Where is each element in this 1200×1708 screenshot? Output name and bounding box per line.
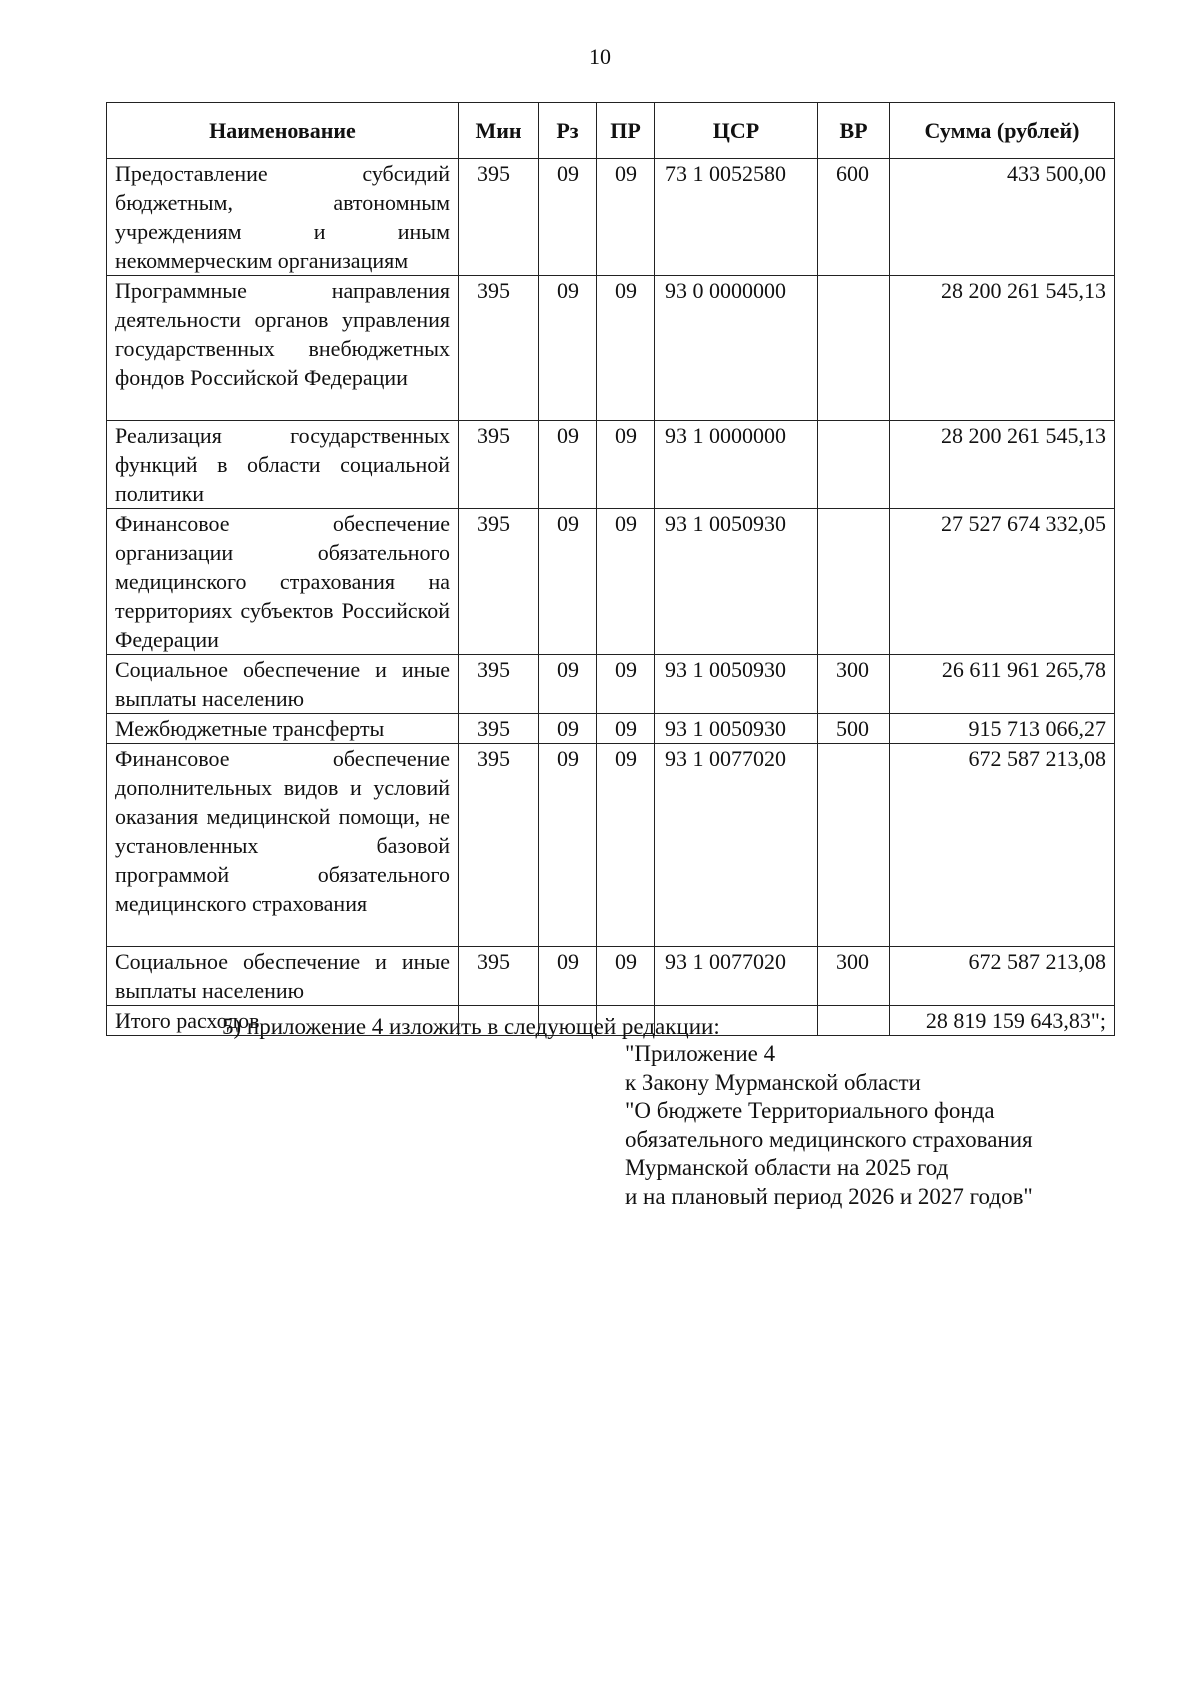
row-pr: 09 bbox=[597, 655, 655, 714]
row-vr: 300 bbox=[818, 947, 890, 1006]
table-row bbox=[107, 421, 1115, 509]
row-name: Финансовое обеспечение организации обязательного медицинского страхования на территориях субъектов Российской Федерации bbox=[107, 509, 459, 655]
appendix-line: обязательного медицинского страхования bbox=[625, 1126, 1033, 1152]
table-row bbox=[107, 655, 1115, 714]
row-name: Реализация государственных функций в области социальной политики bbox=[107, 421, 459, 509]
row-vr bbox=[818, 276, 890, 421]
row-csr: 93 1 0000000 bbox=[655, 421, 818, 509]
table-row bbox=[107, 276, 1115, 421]
row-rz: 09 bbox=[539, 714, 597, 744]
header-pr: ПР bbox=[597, 103, 655, 159]
row-min: 395 bbox=[459, 655, 539, 714]
header-min: Мин bbox=[459, 103, 539, 159]
total-label: Итого расходов bbox=[107, 1006, 459, 1036]
row-sum: 27 527 674 332,05 bbox=[890, 509, 1115, 655]
row-sum: 672 587 213,08 bbox=[890, 947, 1115, 1006]
row-vr: 500 bbox=[818, 714, 890, 744]
table-row bbox=[107, 714, 1115, 744]
total-sum: 28 819 159 643,83"; bbox=[890, 1006, 1115, 1036]
row-sum: 28 200 261 545,13 bbox=[890, 421, 1115, 509]
table-row bbox=[107, 947, 1115, 1006]
row-rz: 09 bbox=[539, 276, 597, 421]
row-csr: 93 1 0050930 bbox=[655, 655, 818, 714]
row-name: Межбюджетные трансферты bbox=[107, 714, 459, 744]
row-name: Социальное обеспечение и иные выплаты населению bbox=[107, 655, 459, 714]
row-csr: 93 1 0077020 bbox=[655, 744, 818, 947]
row-min: 395 bbox=[459, 159, 539, 276]
row-rz: 09 bbox=[539, 159, 597, 276]
row-pr: 09 bbox=[597, 509, 655, 655]
row-vr: 300 bbox=[818, 655, 890, 714]
row-vr bbox=[818, 421, 890, 509]
row-rz: 09 bbox=[539, 744, 597, 947]
appendix-line: и на плановый период 2026 и 2027 годов" bbox=[625, 1183, 1033, 1209]
table-row bbox=[107, 509, 1115, 655]
appendix-heading bbox=[625, 1040, 1033, 1211]
appendix-line: к Закону Мурманской области bbox=[625, 1069, 921, 1095]
header-rz: Рз bbox=[539, 103, 597, 159]
row-csr: 93 1 0050930 bbox=[655, 509, 818, 655]
header-csr: ЦСР bbox=[655, 103, 818, 159]
table-row bbox=[107, 159, 1115, 276]
row-rz: 09 bbox=[539, 421, 597, 509]
row-min: 395 bbox=[459, 509, 539, 655]
table-row bbox=[107, 744, 1115, 947]
appendix-line: "О бюджете Территориального фонда bbox=[625, 1098, 995, 1123]
row-name: Программные направления деятельности органов управления государственных внебюджетных фондов Российской Федерации bbox=[107, 276, 459, 421]
row-sum: 28 200 261 545,13 bbox=[890, 276, 1115, 421]
header-name: Наименование bbox=[107, 103, 459, 159]
row-sum: 26 611 961 265,78 bbox=[890, 655, 1115, 714]
appendix-line: "Приложение 4 bbox=[625, 1041, 776, 1066]
page-number: 10 bbox=[589, 44, 611, 69]
header-vr: ВР bbox=[818, 103, 890, 159]
row-vr: 600 bbox=[818, 159, 890, 276]
row-pr: 09 bbox=[597, 744, 655, 947]
row-rz: 09 bbox=[539, 509, 597, 655]
row-min: 395 bbox=[459, 947, 539, 1006]
row-csr: 93 1 0050930 bbox=[655, 714, 818, 744]
row-name: Социальное обеспечение и иные выплаты населению bbox=[107, 947, 459, 1006]
row-min: 395 bbox=[459, 421, 539, 509]
row-pr: 09 bbox=[597, 159, 655, 276]
row-rz: 09 bbox=[539, 655, 597, 714]
row-sum: 433 500,00 bbox=[890, 159, 1115, 276]
row-min: 395 bbox=[459, 714, 539, 744]
row-vr bbox=[818, 744, 890, 947]
row-vr bbox=[818, 509, 890, 655]
amendment-instruction: 5) приложение 4 изложить в следующей редакции: bbox=[222, 1014, 720, 1039]
total-empty-cell bbox=[818, 1006, 890, 1036]
row-csr: 93 0 0000000 bbox=[655, 276, 818, 421]
table-header-row bbox=[107, 103, 1115, 159]
row-rz: 09 bbox=[539, 947, 597, 1006]
row-csr: 73 1 0052580 bbox=[655, 159, 818, 276]
row-name: Финансовое обеспечение дополнительных видов и условий оказания медицинской помощи, не установленных базовой программой обязательного медицинского страхования bbox=[107, 744, 459, 947]
row-pr: 09 bbox=[597, 947, 655, 1006]
budget-table bbox=[106, 102, 1115, 1036]
row-min: 395 bbox=[459, 276, 539, 421]
row-pr: 09 bbox=[597, 276, 655, 421]
row-csr: 93 1 0077020 bbox=[655, 947, 818, 1006]
row-name: Предоставление субсидий бюджетным, автономным учреждениям и иным некоммерческим организациям bbox=[107, 159, 459, 276]
row-sum: 672 587 213,08 bbox=[890, 744, 1115, 947]
row-pr: 09 bbox=[597, 421, 655, 509]
row-min: 395 bbox=[459, 744, 539, 947]
row-sum: 915 713 066,27 bbox=[890, 714, 1115, 744]
header-sum: Сумма (рублей) bbox=[890, 103, 1115, 159]
appendix-line: Мурманской области на 2025 год bbox=[625, 1155, 949, 1180]
row-pr: 09 bbox=[597, 714, 655, 744]
